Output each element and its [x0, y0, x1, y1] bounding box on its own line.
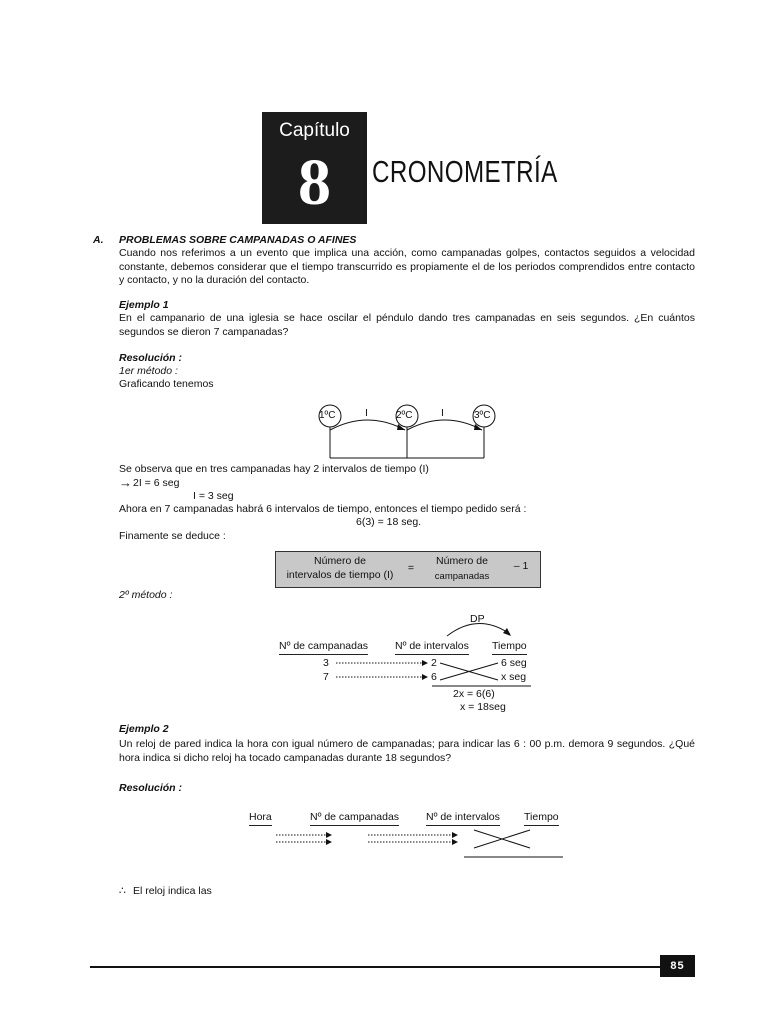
ex2-header-intervalos: Nº de intervalos — [426, 811, 500, 826]
example1-title: Ejemplo 1 — [119, 299, 169, 311]
formula-right-line1: Número de — [436, 555, 488, 567]
table-header-tiempo: Tiempo — [492, 640, 527, 655]
section-marker: A. — [93, 234, 104, 246]
deduce-text: Finamente se deduce : — [119, 530, 226, 542]
interval-label-2: I — [441, 407, 444, 419]
formula-right-line2: campanadas — [434, 571, 490, 582]
ex2-arrow-2a — [452, 832, 458, 838]
formula-left-line1: Número de — [314, 555, 366, 567]
result-equation-1: 2x = 6(6) — [453, 688, 495, 700]
method1-label: 1er método : — [119, 365, 178, 377]
page-number: 85 — [660, 955, 695, 977]
formula-equals: = — [407, 562, 415, 574]
bell-label-1: 1ºC — [319, 410, 336, 421]
table-cell: x seg — [501, 671, 527, 683]
now-text: Ahora en 7 campanadas habrá 6 intervalos de tiempo, entonces el tiempo pedido será : — [119, 503, 527, 515]
ex2-arrow-1a — [326, 832, 332, 838]
equation-i: I = 3 seg — [193, 490, 234, 502]
graph-intro: Graficando tenemos — [119, 378, 214, 390]
ex2-header-campanadas: Nº de campanadas — [310, 811, 399, 826]
bell-label-2: 2ºC — [396, 410, 413, 421]
table-cell: 6 seg — [501, 657, 527, 669]
equation-result: 6(3) = 18 seg. — [356, 516, 422, 528]
table-cell: 2 — [431, 657, 437, 669]
ex2-arrow-1b — [326, 839, 332, 845]
equation-2i: 2I = 6 seg — [133, 477, 180, 489]
conclusion-text: El reloj indica las — [133, 885, 212, 897]
bell-label-3: 3ºC — [474, 410, 491, 421]
formula-minus-one: – 1 — [513, 560, 529, 572]
table-cell: 6 — [431, 671, 437, 683]
footer-rule — [90, 966, 662, 968]
example1-resolution-label: Resolución : — [119, 352, 183, 364]
table-cell: 7 — [323, 671, 329, 683]
example2-title: Ejemplo 2 — [119, 723, 169, 735]
table-header-intervalos: Nº de intervalos — [395, 640, 469, 655]
arrow-icon: → — [119, 475, 132, 490]
table-header-campanadas: Nº de campanadas — [279, 640, 368, 655]
dp-label: DP — [470, 613, 485, 625]
ex2-header-hora: Hora — [249, 811, 272, 826]
chapter-label: Capítulo — [279, 120, 350, 141]
section-intro: Cuando nos referimos a un evento que implica una acción, como campanadas golpes, contactos seguidos a velocidad constante, debemos considerar que el tiempo transcurrido es propiamente el de los periodos comprendidos entre contacto y contacto, y no la duración del contacto. — [119, 247, 695, 286]
ex2-arrow-2b — [452, 839, 458, 845]
interval-label-1: I — [365, 407, 368, 419]
formula-left-line2: intervalos de tiempo (I) — [286, 569, 394, 581]
section-heading: PROBLEMAS SOBRE CAMPANADAS O AFINES — [119, 234, 357, 246]
therefore-icon: ∴ — [119, 885, 126, 897]
result-equation-2: x = 18seg — [460, 701, 506, 713]
example1-statement: En el campanario de una iglesia se hace oscilar el péndulo dando tres campanadas en seis segundos. ¿En cuántos segundos se dieron 7 campanadas? — [119, 312, 695, 338]
table-cell: 3 — [323, 657, 329, 669]
chapter-title: CRONOMETRÍA — [372, 154, 558, 189]
example2-statement: Un reloj de pared indica la hora con igual número de campanadas; para indicar las 6 : 00 p.m. demora 9 segundos. ¿Qué hora indica si dicho reloj ha tocado campanadas durante 18 segundos? — [119, 738, 695, 764]
method2-label: 2º método : — [119, 589, 173, 601]
chapter-number: 8 — [298, 146, 331, 219]
ex2-header-tiempo: Tiempo — [524, 811, 559, 826]
observe-text: Se observa que en tres campanadas hay 2 intervalos de tiempo (I) — [119, 463, 429, 475]
example2-resolution-label: Resolución : — [119, 782, 183, 794]
